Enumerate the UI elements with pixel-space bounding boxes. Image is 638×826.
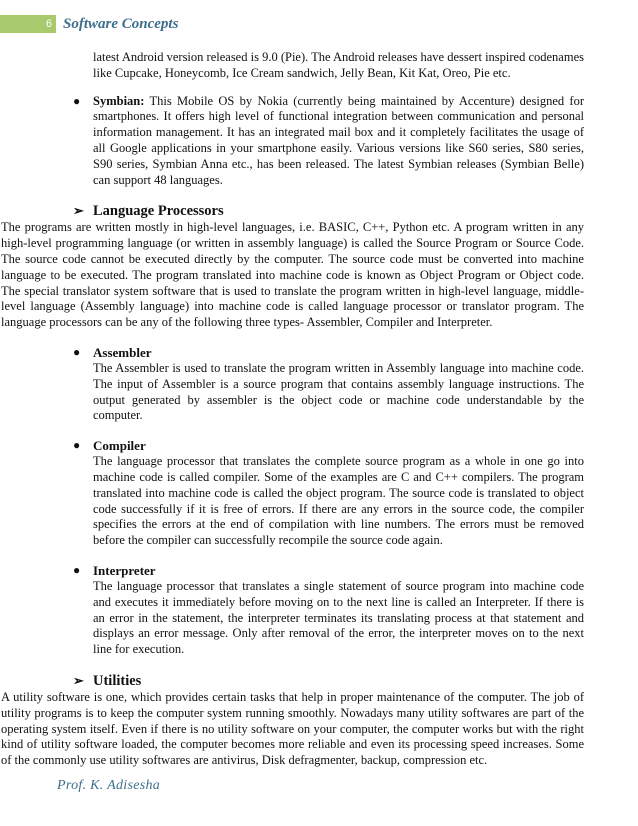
assembler-text: The Assembler is used to translate the program written in Assembly language into machine code. The input of Assembler is a source program that contains assembly language instructions. The output generated by assembler is the object code or machine code understandable by the computer. (93, 360, 584, 423)
symbian-text: This Mobile OS by Nokia (currently being maintained by Accenture) designed for smartphones. It offers high level of functional integration between communication and personal information management. It has an integrated mail box and it completely facilitates the usage of all Google applications in your smartphone easily. Various versions like S60 series, S80 series, S90 series, Symbian Anna etc., has been released. The latest Symbian releases (Symbian Belle) can support 48 languages. (93, 93, 584, 187)
language-processors-heading: Language Processors (93, 203, 224, 220)
interpreter-heading: Interpreter (93, 562, 156, 578)
section-heading-utilities (56, 672, 584, 690)
footer-author: Prof. K. Adisesha (57, 778, 161, 793)
list-item-interpreter (56, 563, 584, 658)
assembler-heading: Assembler (93, 344, 152, 360)
bullet-icon: ● (73, 438, 81, 453)
utilities-body: A utility software is one, which provides certain tasks that help in proper maintenance of the computer. The job of utility programs is to keep the computer system running smoothly. Nowadays many utility softwares are part of the operating system itself. Even if there is no utility software on your computer, the computer works but with the right kind of utility software loaded, the computer becomes more reliable and even its processing speed increases. Some of the commonly use utility softwares are antivirus, Disk defragmenter, backup, compression etc. (1, 689, 584, 768)
list-item-compiler (56, 438, 584, 549)
page-header (0, 14, 178, 34)
page-number: 6 (0, 15, 56, 33)
language-processors-body: The programs are written mostly in high-level languages, i.e. BASIC, C++, Python etc. A program written in any high-level programming language (or written in assembly language) is called the Source Program or Source Code. The source code cannot be executed directly by the computer. The source code must be converted into machine language to be executed. The program translated into machine code is known as Object Program or Object code. The special translator system software that is used to translate the program written in high-level language, middle- level language (Assembly language) into machine code is called language processor or translator program. The language processors can be any of the following three types- Assembler, Compiler and Interpreter. (1, 220, 584, 330)
page-content (1, 38, 584, 769)
utilities-heading: Utilities (93, 672, 142, 689)
bullet-icon: ● (73, 344, 81, 359)
symbian-paragraph (93, 94, 584, 189)
arrow-bullet-icon: ➢ (73, 203, 84, 219)
section-heading-language-processors (56, 202, 584, 220)
interpreter-text: The language processor that translates a single statement of source program into machine code and executes it immediately before moving on to the next line is called an Interpreter. If there is an error in the statement, the interpreter terminates its translating process at that statement and displays an error message. Only after removal of the error, the interpreter moves on to the next line for execution. (93, 578, 584, 657)
arrow-bullet-icon: ➢ (73, 672, 84, 688)
compiler-text: The language processor that translates the complete source program as a whole in one go into machine code is called compiler. Some of the examples are C and C++ compilers. The program translated into machine code is called the object program. The source code is translated to object code successfully if it is free of errors. If there are any errors in the source code, the compiler specifies the errors at the end of compilation with line numbers. The errors must be removed before the compiler can successfully recompile the source code again. (93, 454, 584, 548)
bullet-icon: ● (73, 93, 81, 108)
list-item-symbian (56, 94, 584, 189)
header-title: Software Concepts (63, 15, 179, 32)
compiler-heading: Compiler (93, 438, 146, 454)
intro-paragraph: latest Android version released is 9.0 (Pie). The Android releases have dessert inspired codenames like Cupcake, Honeycomb, Ice Cream sandwich, Jelly Bean, Kit Kat, Oreo, Pie etc. (93, 50, 584, 80)
symbian-label: Symbian: (93, 93, 145, 108)
bullet-icon: ● (73, 562, 81, 577)
list-item-assembler (56, 345, 584, 424)
